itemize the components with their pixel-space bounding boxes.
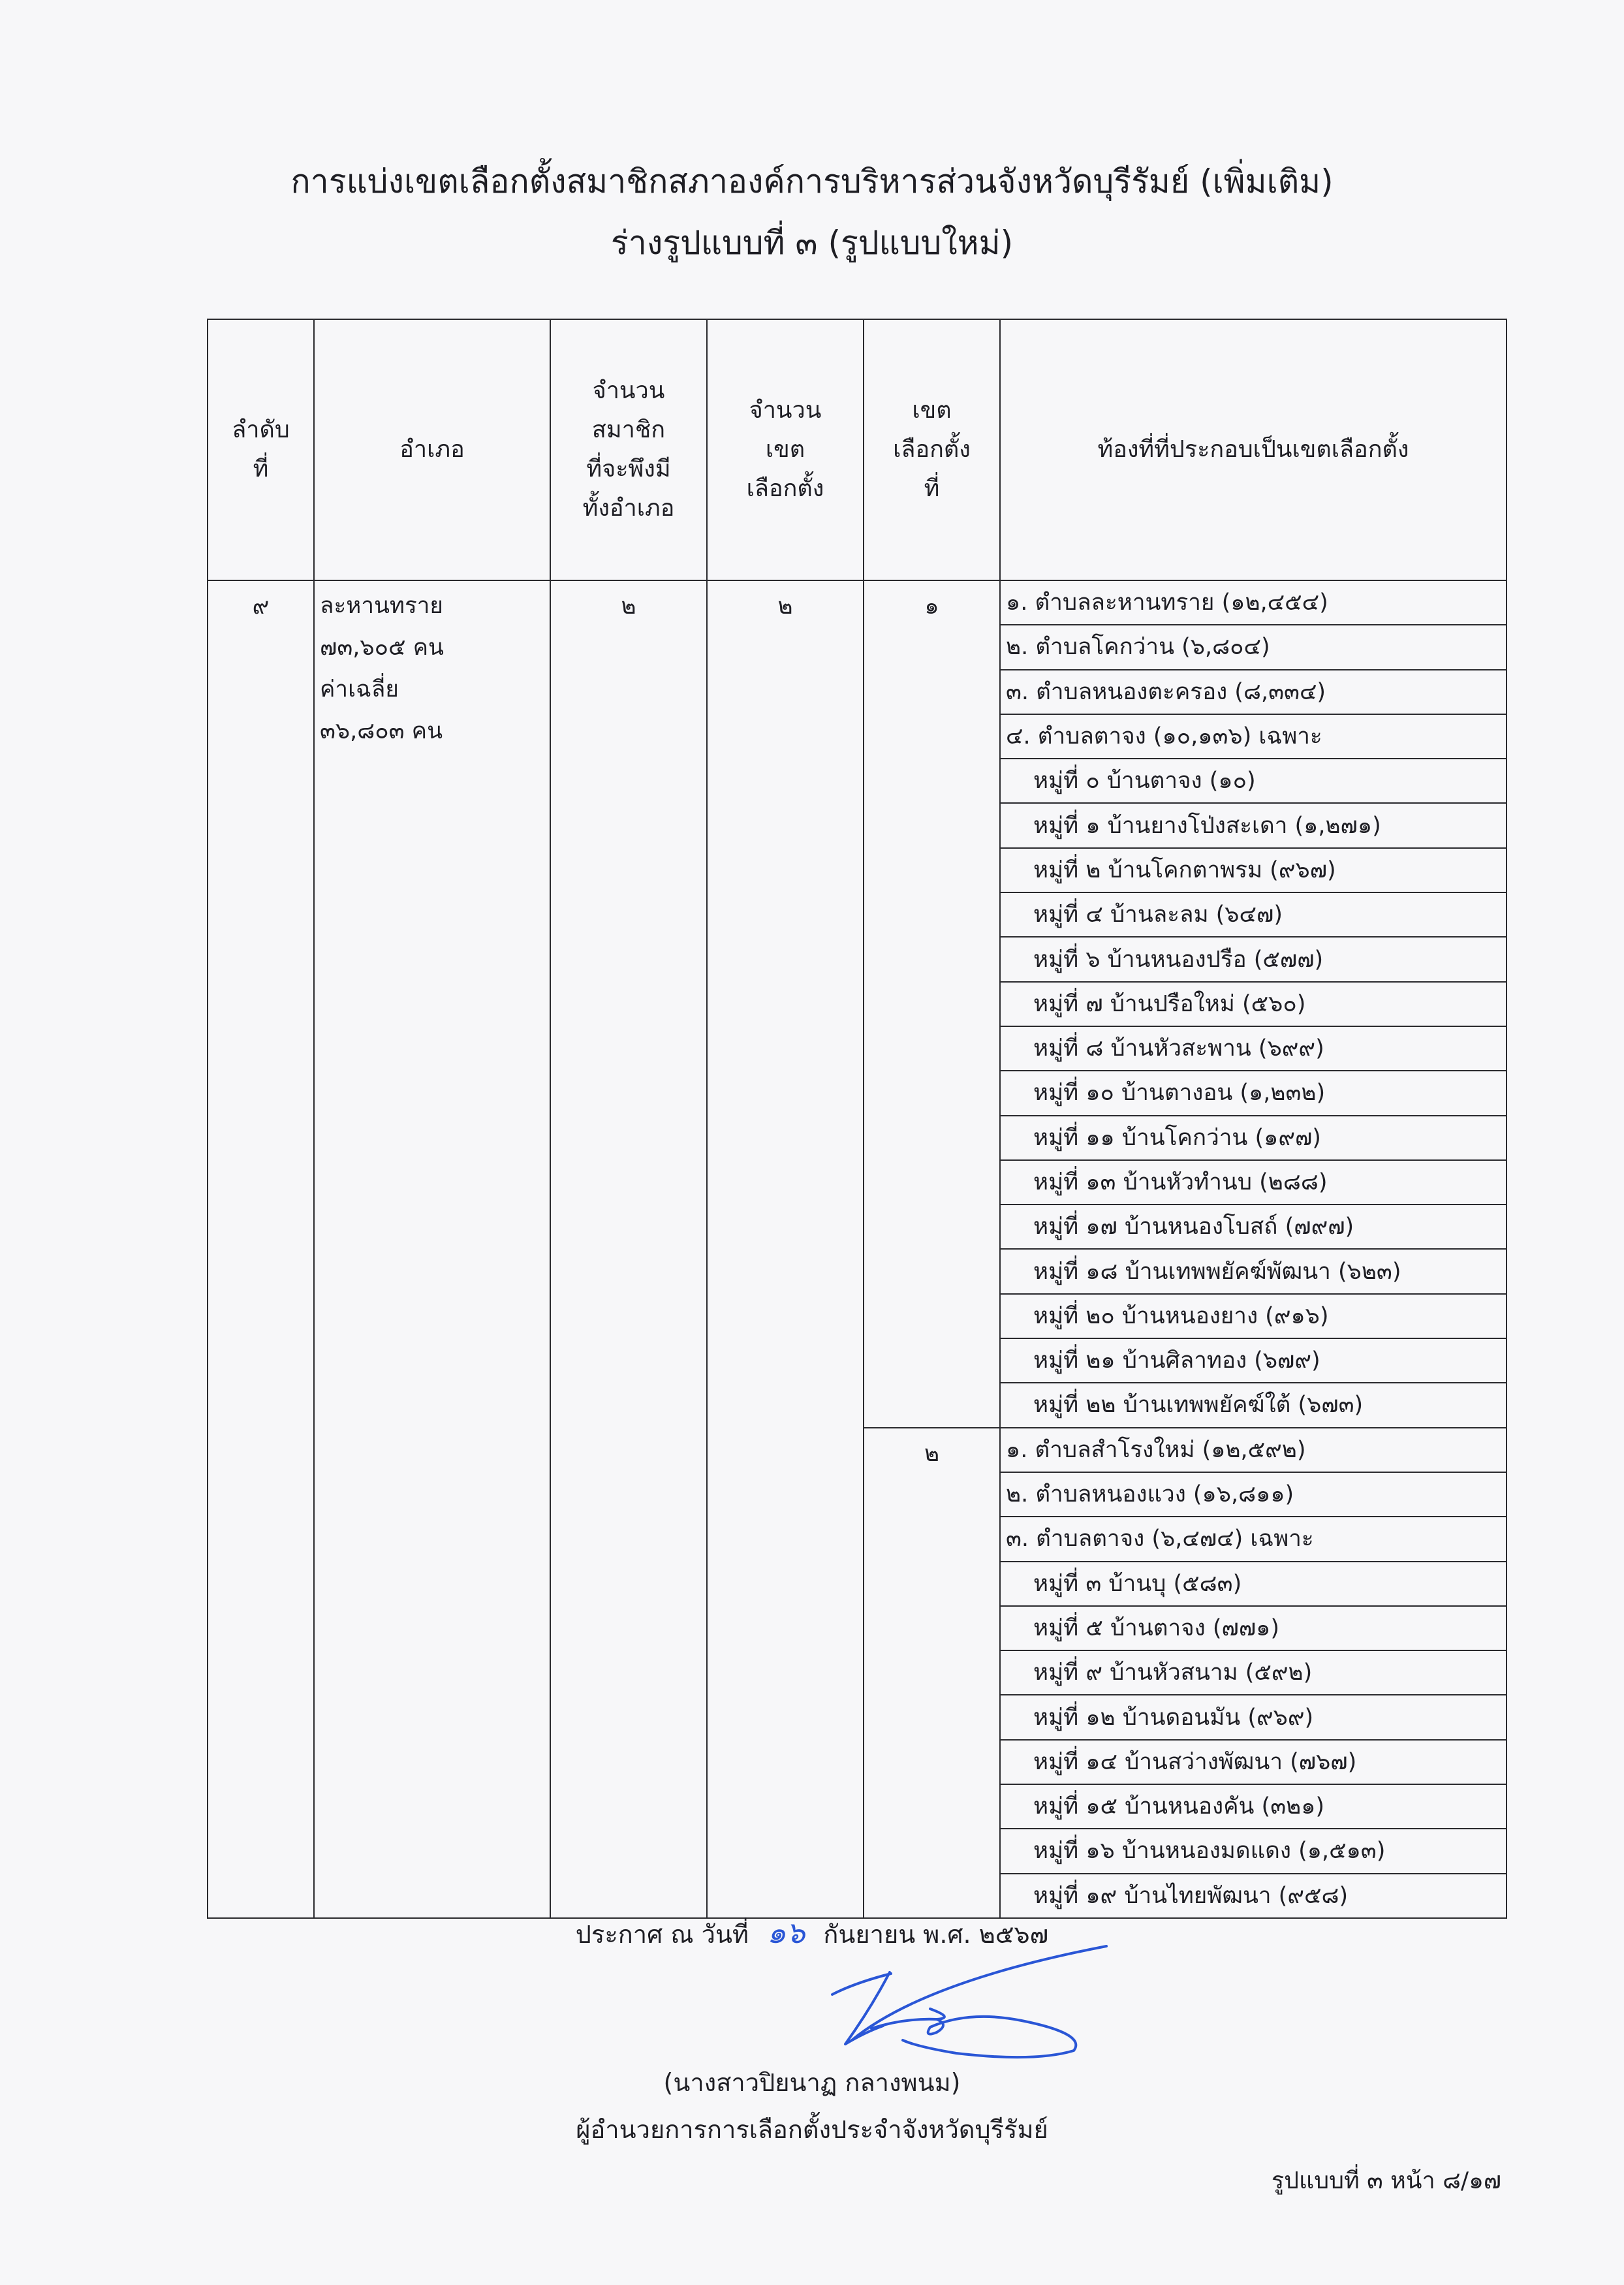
area-item: หมู่ที่ ๕ บ้านตาจง (๗๗๑) xyxy=(1000,1606,1507,1650)
area-item: หมู่ที่ ๔ บ้านละลม (๖๔๗) xyxy=(1000,892,1507,937)
area-item: หมู่ที่ ๑๘ บ้านเทพพยัคฆ์พัฒนา (๖๒๓) xyxy=(1000,1249,1507,1293)
district-cell xyxy=(314,580,550,1918)
seq-cell xyxy=(208,580,314,1918)
area-item: หมู่ที่ ๙ บ้านหัวสนาม (๕๙๒) xyxy=(1000,1650,1507,1695)
members-value: ๒ xyxy=(621,593,636,620)
page-number: รูปแบบที่ ๓ หน้า ๘/๑๗ xyxy=(1271,2167,1501,2194)
area-item: ๓. ตำบลตาจง (๖,๔๗๔) เฉพาะ xyxy=(1000,1517,1507,1561)
zone-number: ๑ xyxy=(924,593,939,620)
area-item: หมู่ที่ ๑๙ บ้านไทยพัฒนา (๙๕๘) xyxy=(1000,1874,1507,1918)
area-item: ๓. ตำบลหนองตะครอง (๘,๓๓๔) xyxy=(1000,670,1507,714)
area-item: หมู่ที่ ๑ บ้านยางโป่งสะเดา (๑,๒๗๑) xyxy=(1000,803,1507,847)
area-item: หมู่ที่ ๓ บ้านบุ (๕๘๓) xyxy=(1000,1562,1507,1606)
area-item: หมู่ที่ ๑๒ บ้านดอนมัน (๙๖๙) xyxy=(1000,1695,1507,1739)
announce-prefix: ประกาศ ณ วันที่ xyxy=(575,1920,749,1949)
area-item: ๑. ตำบลสำโรงใหม่ (๑๒,๕๙๒) xyxy=(1000,1428,1507,1472)
area-item: หมู่ที่ ๑๕ บ้านหนองคัน (๓๒๑) xyxy=(1000,1784,1507,1829)
zoning-table xyxy=(207,319,1507,1919)
area-item: ๑. ตำบลละหานทราย (๑๒,๔๕๔) xyxy=(1000,580,1507,625)
area-item: ๔. ตำบลตาจง (๑๐,๑๓๖) เฉพาะ xyxy=(1000,714,1507,759)
handwritten-signature xyxy=(826,1942,1165,2073)
district-line: ค่าเฉลี่ย xyxy=(320,676,399,702)
area-item: ๒. ตำบลโคกว่าน (๖,๘๐๔) xyxy=(1000,625,1507,669)
header-zones-count: จำนวน เขต เลือกตั้ง xyxy=(707,319,864,580)
area-item: หมู่ที่ ๑๖ บ้านหนองมดแดง (๑,๕๑๓) xyxy=(1000,1829,1507,1873)
header-district: อำเภอ xyxy=(314,319,550,580)
area-item: หมู่ที่ ๑๗ บ้านหนองโบสถ์ (๗๙๗) xyxy=(1000,1205,1507,1249)
table-row xyxy=(208,580,1507,625)
table-header-row xyxy=(208,319,1507,580)
area-item: หมู่ที่ ๖ บ้านหนองปรือ (๕๗๗) xyxy=(1000,937,1507,981)
header-seq: ลำดับ ที่ xyxy=(208,319,314,580)
page-title: การแบ่งเขตเลือกตั้งสมาชิกสภาองค์การบริหารส่วนจังหวัดบุรีรัมย์ (เพิ่มเติม) xyxy=(290,163,1334,200)
zone-number: ๒ xyxy=(924,1440,940,1467)
header-areas: ท้องที่ที่ประกอบเป็นเขตเลือกตั้ง xyxy=(1000,319,1507,580)
area-item: หมู่ที่ ๒ บ้านโคกตาพรม (๙๖๗) xyxy=(1000,848,1507,892)
members-cell xyxy=(550,580,707,1918)
header-members: จำนวน สมาชิก ที่จะพึงมี ทั้งอำเภอ xyxy=(550,319,707,580)
seq-value: ๙ xyxy=(252,593,270,620)
header-zone-no: เขต เลือกตั้ง ที่ xyxy=(864,319,1000,580)
zones-count-value: ๒ xyxy=(777,593,793,620)
area-item: หมู่ที่ ๑๐ บ้านตางอน (๑,๒๓๒) xyxy=(1000,1071,1507,1115)
area-item: หมู่ที่ ๗ บ้านปรือใหม่ (๕๖๐) xyxy=(1000,982,1507,1026)
area-item: หมู่ที่ ๑๔ บ้านสว่างพัฒนา (๗๖๗) xyxy=(1000,1740,1507,1784)
signer-title: ผู้อำนวยการการเลือกตั้งประจำจังหวัดบุรีรัมย์ xyxy=(576,2115,1048,2144)
page-subtitle: ร่างรูปแบบที่ ๓ (รูปแบบใหม่) xyxy=(610,224,1014,262)
area-item: ๒. ตำบลหนองแวง (๑๖,๘๑๑) xyxy=(1000,1472,1507,1517)
area-item: หมู่ที่ ๒๒ บ้านเทพพยัคฆ์ใต้ (๖๗๓) xyxy=(1000,1383,1507,1427)
zones-count-cell xyxy=(707,580,864,1918)
area-item: หมู่ที่ ๒๑ บ้านศิลาทอง (๖๗๙) xyxy=(1000,1338,1507,1383)
announce-day: ๑๖ xyxy=(766,1915,805,1950)
district-line: ละหานทราย xyxy=(320,593,443,619)
signer-name: (นางสาวปิยนาฏ กลางพนม) xyxy=(663,2068,961,2097)
district-line: ๓๖,๘๐๓ คน xyxy=(320,718,443,744)
announce-suffix: กันยายน พ.ศ. ๒๕๖๗ xyxy=(823,1920,1049,1949)
zone-number-cell xyxy=(864,580,1000,1428)
zone-number-cell xyxy=(864,1428,1000,1918)
area-item: หมู่ที่ ๑๑ บ้านโคกว่าน (๑๙๗) xyxy=(1000,1116,1507,1160)
area-item: หมู่ที่ ๒๐ บ้านหนองยาง (๙๑๖) xyxy=(1000,1294,1507,1338)
area-item: หมู่ที่ ๘ บ้านหัวสะพาน (๖๙๙) xyxy=(1000,1026,1507,1071)
area-item: หมู่ที่ ๐ บ้านตาจง (๑๐) xyxy=(1000,759,1507,803)
area-item: หมู่ที่ ๑๓ บ้านหัวทำนบ (๒๘๘) xyxy=(1000,1160,1507,1205)
table-body xyxy=(208,580,1507,1918)
district-line: ๗๓,๖๐๕ คน xyxy=(320,635,444,661)
announcement-line xyxy=(0,1916,1624,1951)
